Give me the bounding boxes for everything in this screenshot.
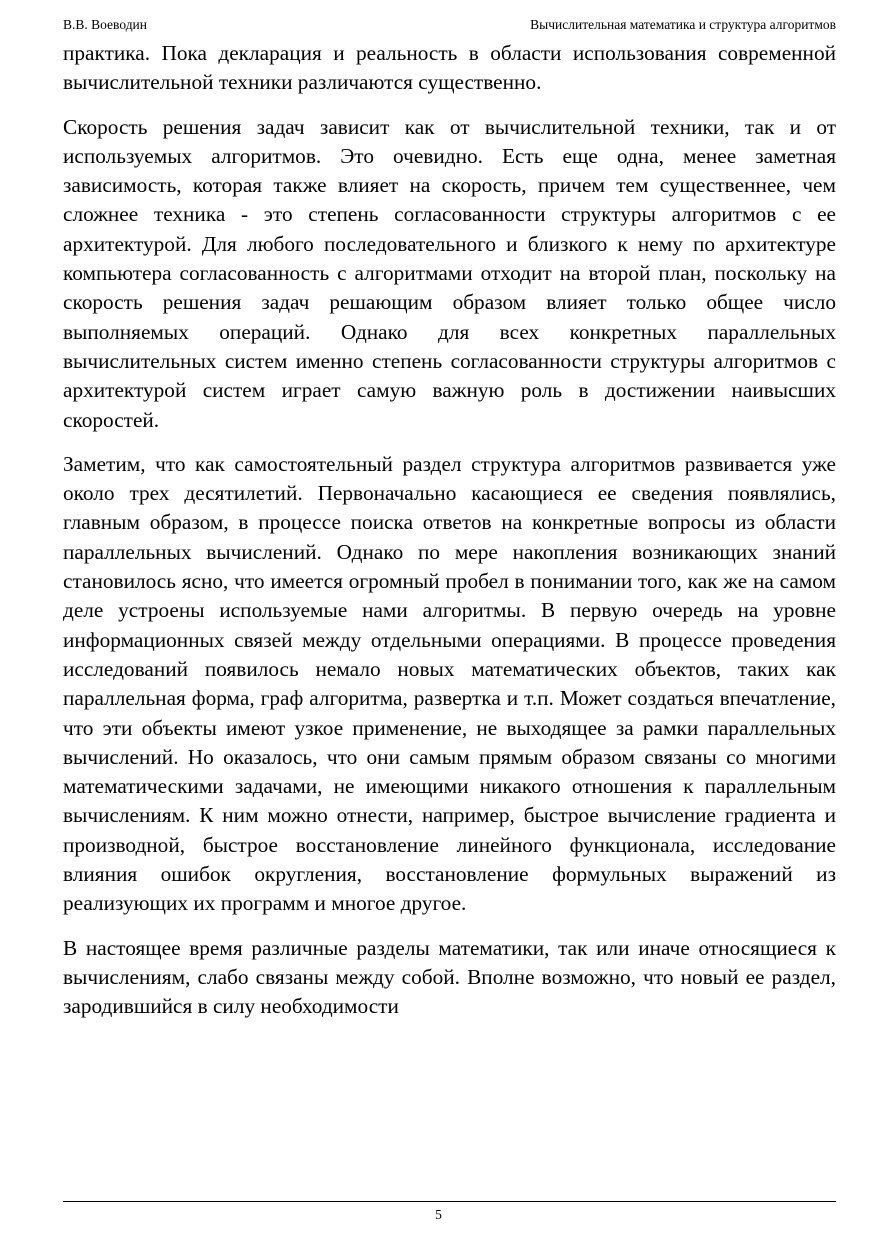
paragraph: Заметим, что как самостоятельный раздел структура алгоритмов развивается уже около трех десятилетий. Первоначально касающиеся ее сведения появлялись, главным образом, в процессе поиска ответов на конкретные вопросы из области параллельных вычислений. Однако по мере накопления возникающих знаний становилось ясно, что имеется огромный пробел в понимании того, как же на самом деле устроены используемые нами алгоритмы. В первую очередь на уровне информационных связей между отдельными операциями. В процессе проведения исследований появилось немало новых математических объектов, таких как параллельная форма, граф алгоритма, развертка и т.п. Может создаться впечатление, что эти объекты имеют узкое применение, не выходящее за рамки параллельных вычислений. Но оказалось, что они самым прямым образом связаны со многими математическими задачами, не имеющими никакого отношения к параллельным вычислениям. К ним можно отнести, например, быстрое вычисление градиента и производной, быстрое восстановление линейного функционала, исследование влияния ошибок округления, восстановление формульных выражений из реализующих их программ и многое другое. — [63, 451, 836, 916]
paragraph: практика. Пока декларация и реальность в области использования современной вычислительной техники различаются существенно. — [63, 41, 836, 95]
header-book-title: Вычислительная математика и структура алгоритмов — [530, 17, 836, 32]
footer-divider — [63, 1201, 836, 1202]
header-author: В.В. Воеводин — [63, 17, 148, 32]
paragraph: Скорость решения задач зависит как от вычислительной техники, так и от используемых алгоритмов. Это очевидно. Есть еще одна, менее заметная зависимость, которая также влияет на скорость, причем тем существеннее, чем сложнее техника - это степень согласованности структуры алгоритмов с ее архитектурой. Для любого последовательного и близкого к нему по архитектуре компьютера согласованность с алгоритмами отходит на второй план, поскольку на скорость решения задач решающим образом влияет только общее число выполняемых операций. Однако для всех конкретных параллельных вычислительных систем именно степень согласованности структуры алгоритмов с архитектурой систем играет самую важную роль в достижении наивысших скоростей. — [63, 114, 836, 432]
page-header — [63, 15, 836, 35]
page-number: 5 — [435, 1207, 442, 1222]
body-text — [63, 39, 836, 1037]
paragraph: В настоящее время различные разделы математики, так или иначе относящиеся к вычислениям, слабо связаны между собой. Вполне возможно, что новый ее раздел, зародившийся в силу необходимости — [63, 935, 836, 1019]
